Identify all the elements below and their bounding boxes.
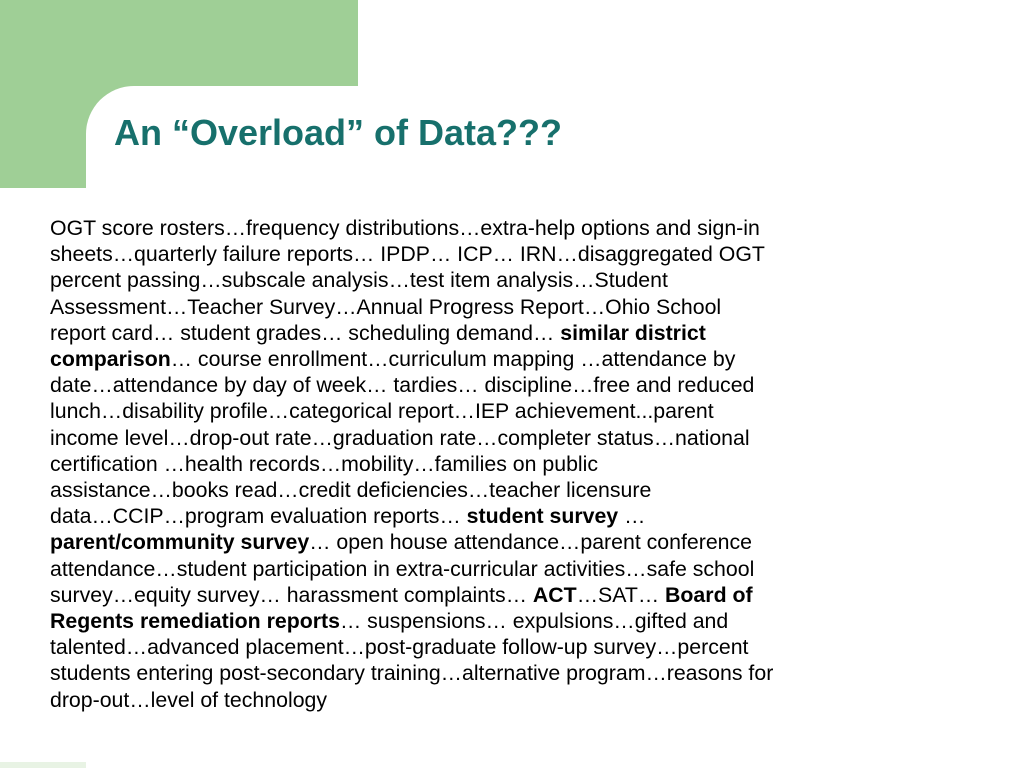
body-line — [50, 267, 980, 293]
body-line — [50, 660, 980, 686]
body-text-segment: … — [618, 504, 646, 529]
body-text-segment: certification …health records…mobility…families on public — [50, 451, 599, 476]
body-text-segment: lunch…disability profile…categorical report…IEP achievement...parent — [50, 399, 714, 424]
body-line — [50, 634, 980, 660]
body-text-bold: similar district — [560, 320, 706, 345]
body-text-bold: comparison — [50, 347, 171, 372]
body-line — [50, 477, 980, 503]
body-line — [50, 398, 980, 424]
body-text-segment: … course enrollment…curriculum mapping …attendance by — [170, 347, 736, 372]
body-text-segment: sheets…quarterly failure reports… IPDP… ICP… IRN…disaggregated OGT — [50, 242, 765, 267]
body-text-segment: Assessment…Teacher Survey…Annual Progress Report…Ohio School — [50, 294, 722, 319]
slide-body-text — [50, 215, 980, 713]
body-line — [50, 425, 980, 451]
body-line — [50, 451, 980, 477]
body-line — [50, 372, 980, 398]
body-text-bold: student survey — [466, 504, 619, 529]
body-line — [50, 320, 980, 346]
body-text-bold: parent/community survey — [50, 530, 310, 555]
body-line — [50, 215, 980, 241]
body-text-segment: OGT score rosters…frequency distributions…extra-help options and sign-in — [50, 216, 760, 240]
body-text-segment: drop-out…level of technology — [50, 687, 328, 712]
body-line — [50, 503, 980, 529]
body-text-bold: Regents remediation reports — [50, 609, 340, 634]
body-line — [50, 241, 980, 267]
body-text-segment: … suspensions… expulsions…gifted and — [339, 609, 729, 634]
body-line — [50, 556, 980, 582]
body-text-segment: data…CCIP…program evaluation reports… — [50, 504, 467, 529]
body-line — [50, 582, 980, 608]
decorative-bottom-strip — [0, 762, 86, 768]
body-text-segment: income level…drop-out rate…graduation rate…completer status…national — [50, 425, 750, 450]
body-text-segment: talented…advanced placement…post-graduate follow-up survey…percent — [50, 635, 749, 660]
body-line — [50, 687, 980, 713]
body-line — [50, 346, 980, 372]
body-line — [50, 294, 980, 320]
slide-title: An “Overload” of Data??? — [114, 112, 563, 153]
body-text-segment: attendance…student participation in extra-curricular activities…safe school — [50, 556, 755, 581]
body-text-segment: assistance…books read…credit deficiencies…teacher licensure — [50, 478, 652, 503]
body-line — [50, 608, 980, 634]
body-text-segment: survey…equity survey… harassment complaints… — [50, 582, 533, 607]
body-text-segment: … open house attendance…parent conference — [309, 530, 753, 555]
body-text-segment: …SAT… — [576, 582, 666, 607]
body-line — [50, 529, 980, 555]
body-text-segment: percent passing…subscale analysis…test item analysis…Student — [50, 268, 668, 293]
body-text-segment: date…attendance by day of week… tardies… discipline…free and reduced — [50, 373, 755, 398]
body-text-segment: students entering post-secondary training…alternative program…reasons for — [50, 661, 774, 686]
body-text-segment: report card… student grades… scheduling demand… — [50, 320, 561, 345]
body-text-bold: ACT — [532, 582, 577, 607]
body-text-bold: Board of — [665, 582, 753, 607]
